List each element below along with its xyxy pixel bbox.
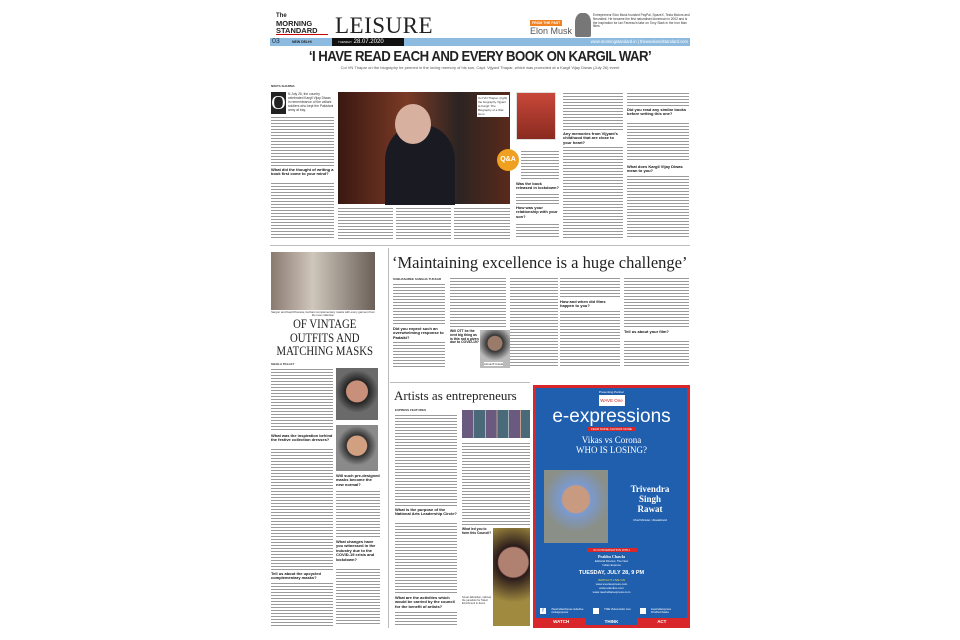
cta-watch: WATCH [536,618,586,625]
artists-question: What led you to form this Council? [462,527,492,535]
youtube-icon[interactable] [593,608,599,614]
vintage-headline: OF VINTAGE OUTFITS AND MATCHING MASKS [276,317,373,358]
site-link[interactable]: www.edexlive.com [599,586,624,590]
site-urls: www.morningstandard.in | theweekendstandard.com [590,39,688,44]
lead-body [627,92,689,106]
guest-role: Chief Minister, Uttarakhand [633,518,667,522]
vintage-question: Will such pre-designed masks become the new normal? [336,473,380,487]
photo-caption: Sonal Jaikrishan, (above) the panelists for Talent Enrichment in Zoom [462,596,492,605]
excellence-body [393,283,445,325]
lead-body [627,175,689,239]
mask-model-photo [336,368,378,420]
artists-question: What is the purpose of the National Arts Leadership Circle? [395,507,457,517]
ad-brand: e-expressions [552,406,671,427]
artists-question: What are the activities which would be carried by the council for the benefit of artists? [395,595,455,609]
vintage-body [271,368,333,432]
watch-label: WATCH IT LIVE ON [598,578,625,582]
lead-body [521,150,559,180]
ad-tagline: FEAR NONE, FAVOUR NONE [588,427,636,431]
elon-musk-portrait [575,13,591,37]
lead-question: What does Kargil Vijay Diwas mean to you? [627,164,683,174]
excellence-body [393,341,445,367]
ad-title: WHO IS LOSING? [576,445,647,455]
lead-question: Any memories from Vijyant's childhood that are close to your heart? [563,131,618,145]
lead-body [271,116,334,166]
qa-badge: Q&A [497,149,519,171]
cta-act: ACT [637,618,687,625]
mask-model-photo [336,425,378,471]
host-name: Prabhu Chawla [597,554,625,559]
photo-caption: Ashok B Kukde [484,362,504,366]
excellence-question: Tell us about your film? [624,329,669,334]
logo-line: STANDARD [276,27,328,35]
byline: SUBHASHREE SANGHA TUKKAR [393,277,442,281]
ad-title: Vikas vs Corona [581,435,642,445]
lead-body [396,207,451,239]
excellence-body [624,277,689,327]
lead-body [563,146,623,239]
drop-cap: O [271,92,286,114]
divider [388,248,389,628]
host-role: Editorial Director, The New Indian Express [594,559,629,567]
site-link[interactable]: www.eventexpress.com [595,582,628,586]
facebook-icon[interactable]: f [540,608,546,614]
event-time: TUESDAY, JULY 28, 9 PM [578,570,645,576]
masthead-logo [276,13,328,35]
photo-caption: Col VN Thapar; (right) the biography Vijyant at Kargil: The Biography of a War Hero [478,96,508,116]
artists-body [395,611,457,626]
from-the-past-label: FROM THE PAST [532,21,561,25]
lead-body [516,193,559,204]
conversation-label: IN CONVERSATION WITH [587,548,637,552]
site-link[interactable]: www.newindianexpress.com [592,590,631,594]
social-handle: /NewIndianXpress /edexlive /indulgexpress [551,608,584,614]
byline: NIKITA SHARMA [271,84,295,88]
section-title: LEISURE [335,13,434,38]
vintage-body [271,448,333,570]
artists-body [395,414,457,506]
social-handle: /newindianxpress /PrabhuChawla [650,608,671,614]
social-handle: TNIE Videos Edex Live [604,608,631,611]
twitter-icon[interactable] [640,608,646,614]
e-expressions-ad[interactable] [533,385,690,628]
lead-body [454,207,510,239]
lead-body [563,92,623,130]
vintage-question: What was the inspiration behind the festive collection dresses? [271,433,333,443]
guest-name: Singh [638,494,662,504]
city: NEW DELHI [292,40,312,44]
excellence-body [560,277,620,298]
artists-body [462,442,530,526]
logo-line: The [276,13,287,19]
sonal-photo [493,528,530,626]
divider [390,382,530,383]
vintage-body [336,568,380,626]
lead-body [271,182,334,238]
lead-body [338,207,393,239]
lead-body [627,122,689,162]
excellence-question: Did you expect such an overwhelming response to Padaiki? [393,326,444,340]
lead-question: How was your relationship with your son? [516,205,558,219]
photo-caption: Sargun and Kapil Khurana, Gorbani complementary masks with every garment from the new collection [271,310,375,318]
byline: SHAILA PALLEY [271,362,295,366]
lead-question: Was the book released in lockdown? [516,181,559,191]
excellence-body [510,277,558,367]
guest-name: Rawat [637,504,663,514]
date-box [332,38,404,46]
page-number: 03 [272,38,280,45]
zoom-panel-photo [462,410,530,438]
logo-line: MORNING [276,19,313,28]
excellence-body [450,277,506,327]
book-cover [516,92,556,140]
lead-question: Did you read any similar books before writing this one? [627,107,687,117]
artists-body [395,522,457,594]
byline: EXPRESS FEATURES [395,408,426,412]
lead-subhead: Col VN Thapar on the biography he penned in the loving memory of his son, Capt. Vijyant Thapar, which was promoted at a Kargil Vijay Diwas (July 26) event [340,65,620,70]
presenting-label: Presenting Partner [598,390,624,394]
from-the-past-blurb: Entrepreneur Elon Musk founded PayPal, SpaceX, Tesla Motors and Neuralink. He became the first naturalised American in 2002 and is the inspiration for Ian Favreau's take on Tony Stark in the Iron Man films. [593,13,690,29]
divider [270,245,690,246]
vintage-body [271,582,333,626]
partner-logo: WAVE One [599,395,625,406]
guest-name: Trivendra [630,484,670,494]
excellence-question: How and when did films happen to you? [560,299,606,309]
lead-headline: ‘I HAVE READ EACH AND EVERY BOOK ON KARGIL WAR’ [308,48,652,65]
day: TUESDAY [338,40,352,44]
date: 28.07.2020 [353,39,384,45]
excellence-body [624,340,689,367]
lead-body [516,223,559,239]
cta-think: THINK [604,619,619,624]
vintage-question: What changes have you witnessed in the industry due to the COVID-19 crisis and lockdown? [336,539,376,562]
excellence-body [560,310,620,367]
vintage-body [336,490,380,538]
vintage-question: Tell us about the upcycled complementary masks? [271,571,321,581]
lead-intro: N July 26, the country celebrated Kargil Vijay Diwas in remembrance of the valiant soldiers who kept the Pakistani army at bay. [288,92,334,112]
thapar-head [395,104,431,144]
rawat-photo [544,470,608,543]
excellence-question: Will OTT be the next big thing as is this not a given due to COVID-19? [450,329,479,345]
from-the-past-name: Elon Musk [530,26,573,36]
lead-question: What did the thought of writing a book first come to your mind? [271,167,334,177]
excellence-headline: ‘Maintaining excellence is a huge challenge’ [392,253,688,272]
artists-headline: Artists as entrepreneurs [394,388,517,403]
couple-photo [271,252,375,310]
